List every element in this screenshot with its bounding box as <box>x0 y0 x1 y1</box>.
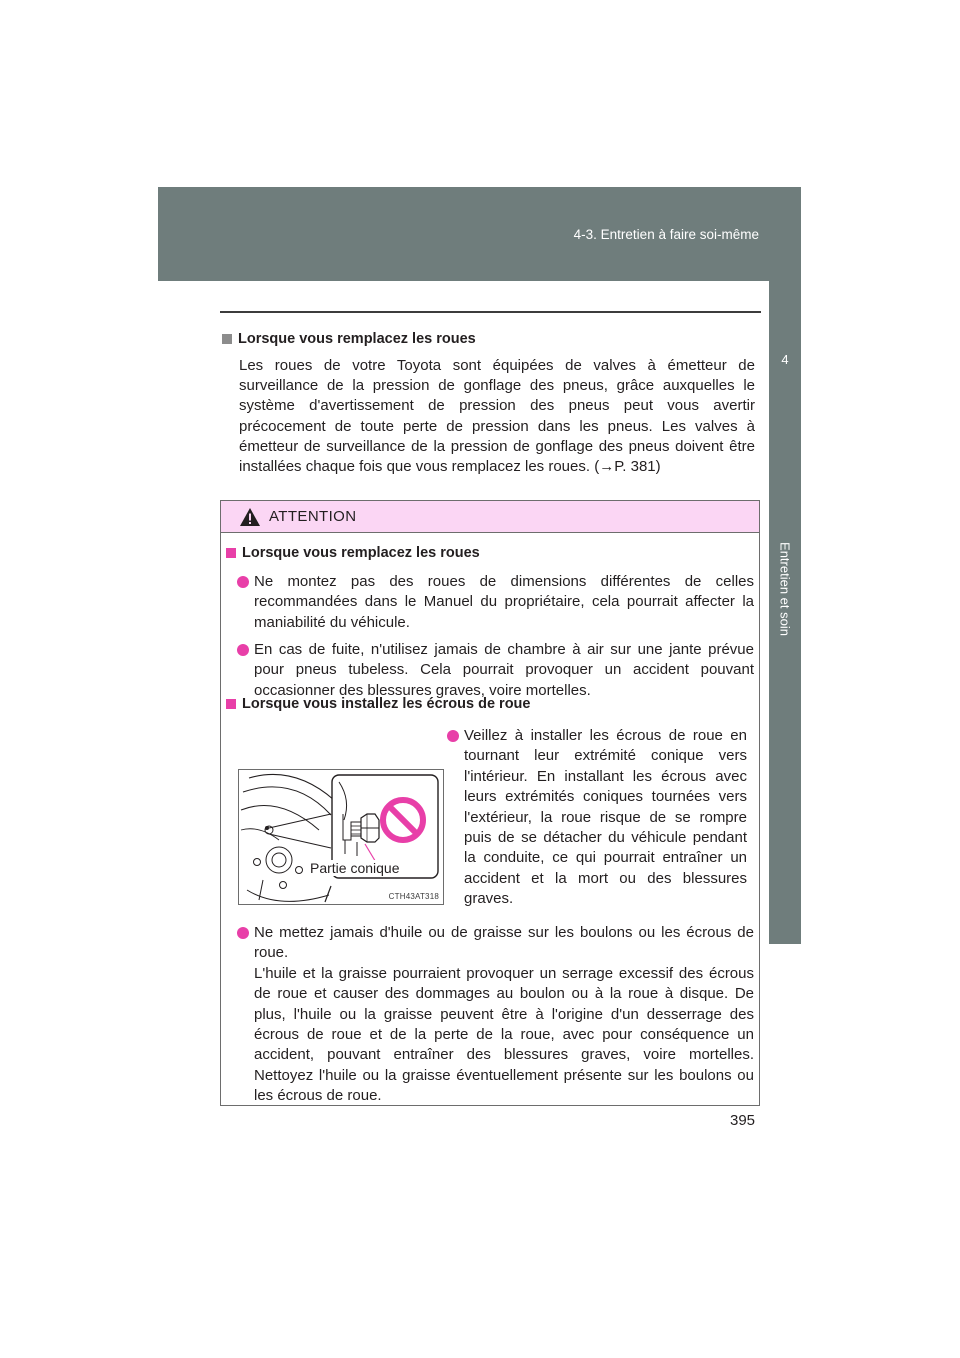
chapter-label: Entretien et soin <box>777 542 793 636</box>
bullet-dot-icon <box>237 927 249 939</box>
square-bullet-icon <box>226 548 236 558</box>
warning-bullet-conical-text: Veillez à installer les écrous de roue en tournant leur extrémité conique vers l'intérieur. En installant les écrous avec leurs extrémités coniques tournées vers l'extérieur, la roue risque de se rompre puis de se détacher du véhicule pendant la conduite, ce qui pourrait entraîner un accident et la mort ou des blessures graves. <box>464 727 747 908</box>
wheel-nut-diagram <box>239 770 443 904</box>
warning-bullet-oil-line1: Ne mettez jamais d'huile ou de graisse sur les boulons ou les écrous de roue. <box>254 924 754 962</box>
warning-header <box>221 501 759 533</box>
header-band <box>158 187 801 281</box>
bullet-dot-icon <box>237 576 249 588</box>
warning-heading-wheels-text: Lorsque vous remplacez les roues <box>242 545 480 561</box>
page-number: 395 <box>730 1112 756 1129</box>
intro-body: Les roues de votre Toyota sont équipées de valves à émetteur de surveillance de la pression de gonflage des pneus, grâce auxquelles le système d'avertissement de pression des pneus peut vous avertir précocement de toute perte de pression dans les pneus. Les valves à émetteur de surveillance de la pression de gonflage des pneus doivent être installées chaque fois que vous remplacez les roues. (→P. 381) <box>239 357 755 476</box>
warning-label: ATTENTION <box>269 508 357 525</box>
square-bullet-icon <box>226 699 236 709</box>
intro-section <box>222 329 755 477</box>
warning-bullet-sizes <box>254 572 754 633</box>
bullet-dot-icon <box>237 644 249 656</box>
square-bullet-icon <box>222 334 232 344</box>
warning-heading-nuts <box>226 694 530 714</box>
warning-bullet-tube <box>254 640 754 701</box>
wheel-nut-illustration <box>238 769 444 905</box>
warning-bullet-sizes-text: Ne montez pas des roues de dimensions différentes de celles recommandées dans le Manuel du propriétaire, cela pourrait affecter la maniabilité du véhicule. <box>254 573 754 631</box>
chapter-tab <box>769 281 801 944</box>
illustration-code: CTH43AT318 <box>388 892 439 901</box>
warning-heading-wheels <box>226 543 480 563</box>
warning-bullet-oil <box>254 923 754 1107</box>
illustration-caption: Partie conique <box>310 860 400 876</box>
warning-bullet-oil-line2: L'huile et la graisse pourraient provoquer un serrage excessif des écrous de roue et causer des dommages au boulon ou à la roue à disque. De plus, l'huile ou la graisse peuvent être à l'origine d'un desserrage des écrous de roue et de la perte de la roue, avec pour conséquence un accident, pouvant entraîner des blessures graves, voire mortelles. Nettoyez l'huile ou la graisse éventuellement présente sur les boulons ou les écrous de roue. <box>254 964 754 1105</box>
section-title: 4-3. Entretien à faire soi-même <box>573 227 759 242</box>
warning-heading-nuts-text: Lorsque vous installez les écrous de roue <box>242 696 531 712</box>
intro-heading-text: Lorsque vous remplacez les roues <box>238 331 476 347</box>
warning-triangle-icon <box>239 507 261 527</box>
warning-bullet-conical <box>464 726 747 910</box>
top-divider <box>220 311 761 313</box>
bullet-dot-icon <box>447 730 459 742</box>
chapter-number: 4 <box>781 352 789 367</box>
intro-heading <box>222 329 755 349</box>
warning-bullet-tube-text: En cas de fuite, n'utilisez jamais de chambre à air sur une jante prévue pour pneus tubeless. Cela pourrait provoquer un accident pouvant occasionner des blessures graves, voire mortelles. <box>254 641 754 699</box>
warning-box <box>220 500 760 1106</box>
